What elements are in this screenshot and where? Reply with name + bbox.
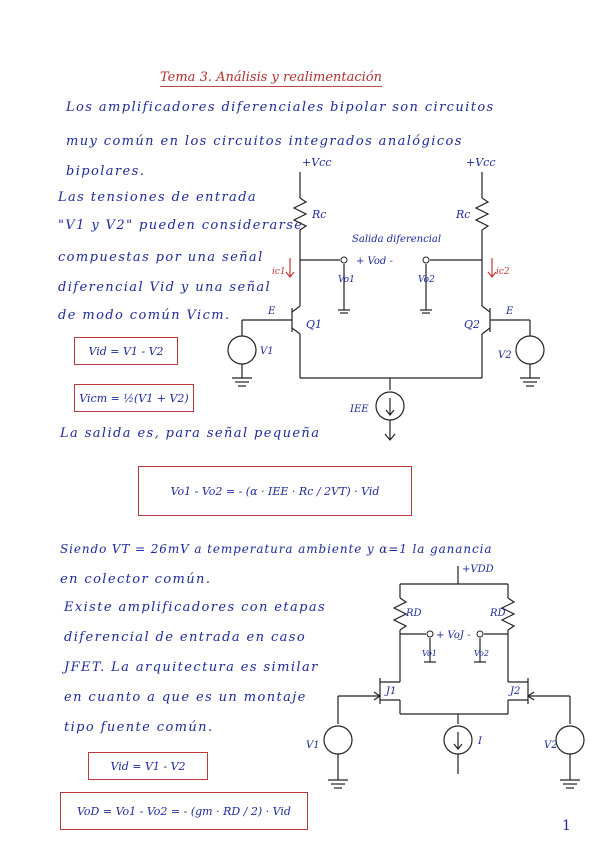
intro-line-1: Los amplificadores diferenciales bipolar son circuitos [66,100,495,115]
j2-label: J2 [510,686,521,697]
vdd-label: +VDD [462,564,494,575]
vo2-label: Vo2 [418,275,435,285]
vo1-label: Vo1 [338,275,355,285]
intro-line-3: bipolares. [66,164,146,179]
tensiones-line-3: compuestas por una señal [58,250,264,265]
bjt-differential-circuit [220,150,560,450]
e-left-label: E [268,306,276,317]
v1-label-2: V1 [306,740,320,751]
formula-vid-box: Vid = V1 - V2 [74,337,178,365]
siendo-line-2: en colector común. [60,572,212,587]
jfet-line-4: en cuanto a que es un montaje [64,690,307,705]
rd-right-label: RD [490,608,506,619]
formula-vod-box: VoD = Vo1 - Vo2 = - (gm · RD / 2) · Vid [60,792,308,830]
v1-label: V1 [260,346,274,357]
jfet-line-3: JFET. La arquitectura es similar [64,660,319,675]
jfet-line-1: Existe amplificadores con etapas [64,600,327,615]
page-title: Tema 3. Análisis y realimentación [160,70,383,85]
intro-line-2: muy común en los circuitos integrados analógicos [66,134,463,149]
formula-vid2-box: Vid = V1 - V2 [88,752,208,780]
jfet-differential-circuit [306,558,600,802]
vod-label: + Vod - [356,256,393,267]
ic1-label: ic1 [272,267,286,277]
i-label: I [478,736,482,747]
vcc-left-label: +Vcc [302,156,332,169]
jfet-line-2: diferencial de entrada en caso [64,630,307,645]
tensiones-line-1: Las tensiones de entrada [58,190,258,205]
v2-label: V2 [498,350,512,361]
salida-diferencial-label: Salida diferencial [352,234,442,245]
e-right-label: E [506,306,514,317]
rc-left-label: Rc [312,208,327,221]
siendo-line-1: Siendo VT = 26mV a temperatura ambiente y α=1 la ganancia [60,542,493,556]
tensiones-line-2: "V1 y V2" pueden considerarse [58,218,304,233]
vo1-label-2: Vo1 [422,649,437,658]
tensiones-line-4: diferencial Vid y una señal [58,280,272,295]
vo2-label-2: Vo2 [474,649,489,658]
tensiones-line-5: de modo común Vicm. [58,308,231,323]
v2-label-2: V2 [544,740,558,751]
formula-vicm-box: Vicm = ½(V1 + V2) [74,384,194,412]
jfet-line-5: tipo fuente común. [64,720,214,735]
voj-label: + VoJ - [436,630,471,641]
ic2-label: ic2 [496,267,510,277]
rc-right-label: Rc [456,208,471,221]
j1-label: J1 [386,686,397,697]
formula-vo-box: Vo1 - Vo2 = - (α · IEE · Rc / 2VT) · Vid [138,466,412,516]
rd-left-label: RD [406,608,422,619]
q1-label: Q1 [306,318,323,331]
vcc-right-label: +Vcc [466,156,496,169]
q2-label: Q2 [464,318,481,331]
iee-label: IEE [350,404,369,415]
salida-line: La salida es, para señal pequeña [60,426,321,441]
page-number: 1 [562,818,571,834]
